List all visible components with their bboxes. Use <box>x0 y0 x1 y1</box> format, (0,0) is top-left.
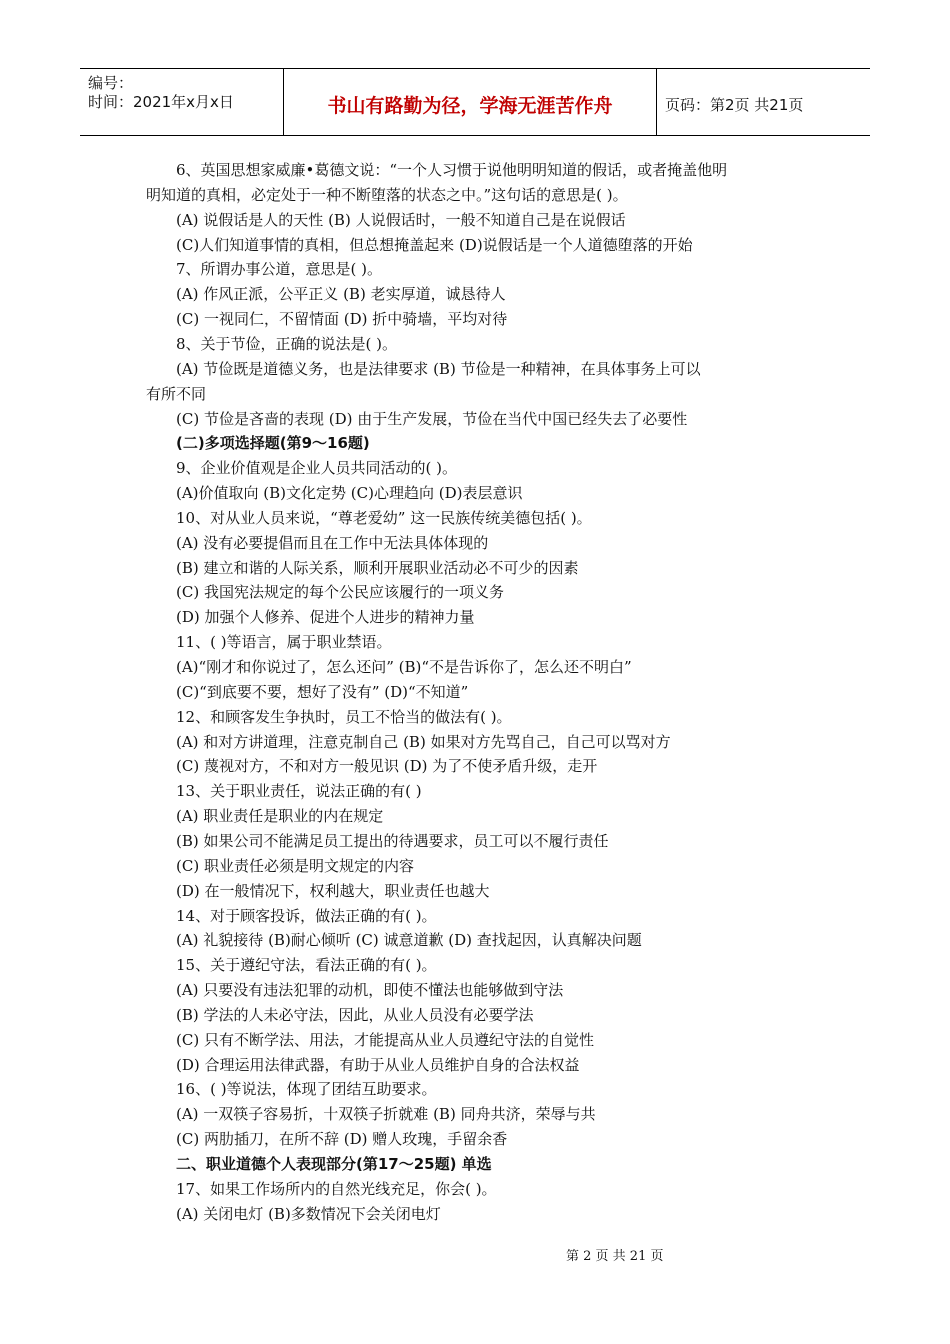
text-line: 16、( )等说法，体现了团结互助要求。 <box>176 1080 437 1098</box>
number-label: 编号： <box>88 74 134 92</box>
text-line: (C) 一视同仁，不留情面 (D) 折中骑墙，平均对待 <box>176 310 508 328</box>
text-line: 12、和顾客发生争执时，员工不恰当的做法有( )。 <box>176 708 512 726</box>
page-header <box>80 68 870 136</box>
text-line: (C) 只有不断学法、用法，才能提高从业人员遵纪守法的自觉性 <box>176 1031 594 1049</box>
text-line: (A) 节俭既是道德义务，也是法律要求 (B) 节俭是一种精神，在具体事务上可以 <box>176 360 701 378</box>
motto-text: 书山有路勤为径，学海无涯苦作舟 <box>327 95 613 117</box>
text-line: 7、所谓办事公道，意思是( )。 <box>176 260 383 278</box>
section-heading: (二)多项选择题(第9～16题) <box>176 434 370 452</box>
text-line: (A) 一双筷子容易折，十双筷子折就难 (B) 同舟共济，荣辱与共 <box>176 1105 596 1123</box>
page-info: 页码：第2页 共21页 <box>665 96 804 114</box>
text-line: 有所不同 <box>146 385 207 403</box>
text-line: (B) 建立和谐的人际关系，顺利开展职业活动必不可少的因素 <box>176 559 579 577</box>
text-line: (A) 职业责任是职业的内在规定 <box>176 807 384 825</box>
text-line: (A)“刚才和你说过了，怎么还问” (B)“不是告诉你了，怎么还不明白” <box>176 658 632 676</box>
text-line: 10、对从业人员来说，“尊老爱幼” 这一民族传统美德包括( )。 <box>176 509 592 527</box>
text-line: (D) 加强个人修养、促进个人进步的精神力量 <box>176 608 475 626</box>
text-line: (A) 只要没有违法犯罪的动机，即使不懂法也能够做到守法 <box>176 981 564 999</box>
text-line: 14、对于顾客投诉，做法正确的有( )。 <box>176 907 437 925</box>
time-label: 时间：2021年x月x日 <box>88 93 234 111</box>
text-line: (C)“到底要不要，想好了没有” (D)“不知道” <box>176 683 469 701</box>
text-line: (A) 关闭电灯 (B)多数情况下会关闭电灯 <box>176 1205 441 1223</box>
text-line: 9、企业价值观是企业人员共同活动的( )。 <box>176 459 458 477</box>
text-line: 15、关于遵纪守法，看法正确的有( )。 <box>176 956 437 974</box>
text-line: 6、英国思想家威廉•葛德文说：“一个人习惯于说他明明知道的假话，或者掩盖他明 <box>176 161 728 179</box>
text-line: (A) 说假话是人的天性 (B) 人说假话时，一般不知道自己是在说假话 <box>176 211 626 229</box>
header-right-cell <box>657 69 870 135</box>
header-left-cell <box>80 69 284 135</box>
text-line: (B) 如果公司不能满足员工提出的待遇要求，员工可以不履行责任 <box>176 832 609 850</box>
text-line: (C) 两肋插刀，在所不辞 (D) 赠人玫瑰，手留余香 <box>176 1130 508 1148</box>
text-line: 17、如果工作场所内的自然光线充足，你会( )。 <box>176 1180 497 1198</box>
text-line: (C) 职业责任必须是明文规定的内容 <box>176 857 414 875</box>
section-heading: 二、职业道德个人表现部分(第17～25题) 单选 <box>176 1155 492 1173</box>
text-line: 13、关于职业责任，说法正确的有( ) <box>176 782 422 800</box>
text-line: (A) 没有必要提倡而且在工作中无法具体体现的 <box>176 534 489 552</box>
text-line: (A)价值取向 (B)文化定势 (C)心理趋向 (D)表层意识 <box>176 484 523 502</box>
text-line: (C) 节俭是吝啬的表现 (D) 由于生产发展，节俭在当代中国已经失去了必要性 <box>176 410 688 428</box>
text-line: (C) 我国宪法规定的每个公民应该履行的一项义务 <box>176 583 504 601</box>
text-line: (D) 在一般情况下，权利越大，职业责任也越大 <box>176 882 490 900</box>
text-line: 8、关于节俭，正确的说法是( )。 <box>176 335 398 353</box>
text-line: 11、( )等语言，属于职业禁语。 <box>176 633 392 651</box>
text-line: (A) 作风正派，公平正义 (B) 老实厚道，诚恳待人 <box>176 285 506 303</box>
text-line: (A) 和对方讲道理，注意克制自己 (B) 如果对方先骂自己，自己可以骂对方 <box>176 733 671 751</box>
text-line: (B) 学法的人未必守法，因此，从业人员没有必要学法 <box>176 1006 534 1024</box>
header-middle-cell <box>284 69 657 135</box>
text-line: (C) 蔑视对方，不和对方一般见识 (D) 为了不使矛盾升级，走开 <box>176 757 598 775</box>
text-line: 明知道的真相，必定处于一种不断堕落的状态之中。”这句话的意思是( )。 <box>146 186 628 204</box>
text-line: (D) 合理运用法律武器，有助于从业人员维护自身的合法权益 <box>176 1056 580 1074</box>
text-line: (C)人们知道事情的真相，但总想掩盖起来 (D)说假话是一个人道德堕落的开始 <box>176 236 693 254</box>
text-line: (A) 礼貌接待 (B)耐心倾听 (C) 诚意道歉 (D) 查找起因，认真解决问题 <box>176 931 642 949</box>
page-footer: 第 2 页 共 21 页 <box>566 1249 664 1264</box>
